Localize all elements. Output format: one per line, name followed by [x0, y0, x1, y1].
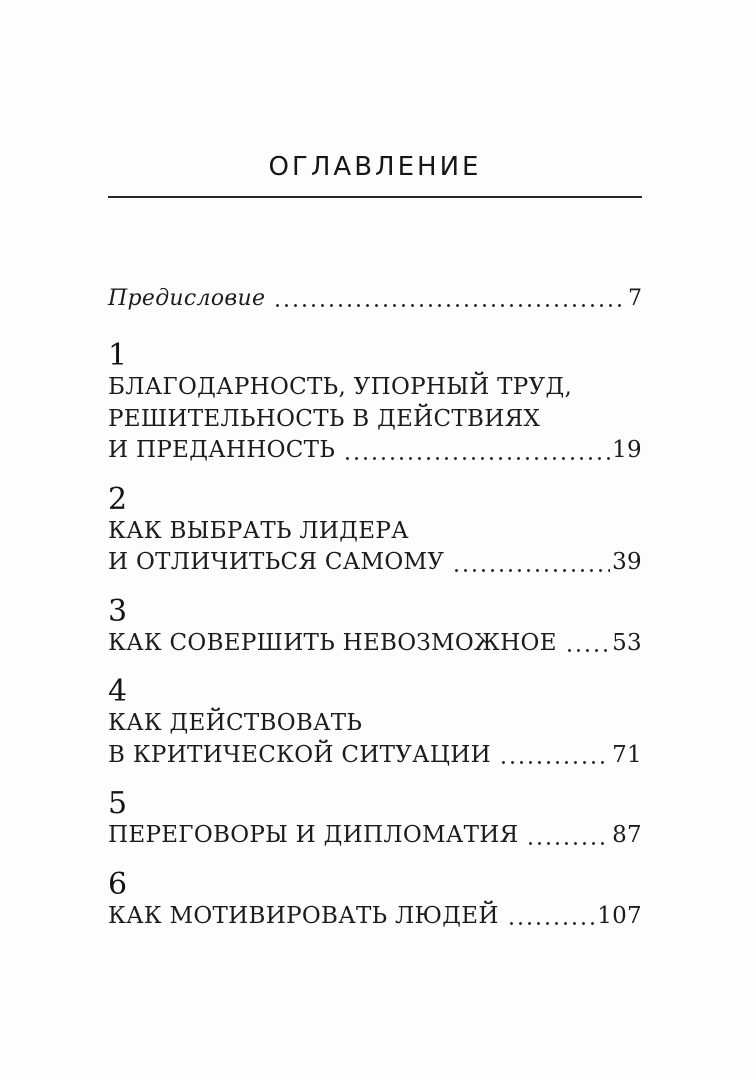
chapter-title-line: РЕШИТЕЛЬНОСТЬ В ДЕЙСТВИЯХ	[108, 405, 541, 432]
chapter-title-last-line	[108, 547, 642, 579]
chapter-title-last-line	[108, 820, 642, 852]
chapter-title-last-line	[108, 901, 642, 933]
dot-leader	[565, 648, 610, 653]
toc-entry-chapter-3	[108, 593, 642, 660]
chapter-title-text: КАК МОТИВИРОВАТЬ ЛЮДЕЙ	[108, 902, 499, 929]
page-title: ОГЛАВЛЕНИЕ	[268, 152, 482, 182]
toc-entry-chapter-1	[108, 340, 642, 467]
toc-entry-chapter-2	[108, 481, 642, 579]
chapter-title-text: И ОТЛИЧИТЬСЯ САМОМУ	[108, 549, 445, 575]
chapter-number: 6	[108, 866, 128, 902]
chapter-title-line: КАК ДЕЙСТВОВАТЬ	[108, 710, 363, 736]
chapter-number: 4	[108, 674, 128, 709]
chapter-title-text: И ПРЕДАННОСТЬ	[108, 437, 336, 463]
chapter-page-number: 53	[612, 629, 642, 656]
toc-entry-chapter-5	[108, 788, 642, 852]
chapter-page-number: 19	[612, 437, 642, 463]
chapter-title-last-line	[108, 740, 642, 772]
chapter-title-text: В КРИТИЧЕСКОЙ СИТУАЦИИ	[108, 741, 491, 768]
chapter-title-line: КАК ВЫБРАТЬ ЛИДЕРА	[108, 517, 409, 544]
toc-entry-chapter-6	[108, 866, 642, 933]
chapter-page-number: 107	[597, 902, 642, 929]
chapter-number: 5	[108, 786, 128, 821]
dot-leader	[526, 841, 610, 846]
chapter-title-last-line	[108, 628, 642, 660]
chapter-title-text: ПЕРЕГОВОРЫ И ДИПЛОМАТИЯ	[108, 822, 519, 848]
dot-leader	[499, 760, 610, 765]
chapter-number: 1	[108, 338, 128, 373]
toc-entry-chapter-4	[108, 676, 642, 771]
dot-leader	[273, 303, 622, 308]
chapter-page-number: 71	[612, 741, 642, 768]
title-divider-rule	[108, 196, 642, 198]
dot-leader	[343, 456, 610, 461]
chapter-title-text: КАК СОВЕРШИТЬ НЕВОЗМОЖНОЕ	[108, 629, 557, 656]
chapter-title-line: БЛАГОДАРНОСТЬ, УПОРНЫЙ ТРУД,	[108, 374, 573, 400]
chapter-page-number: 87	[612, 822, 642, 848]
toc-preface-page-number: 7	[628, 286, 642, 311]
chapter-title-last-line	[108, 435, 642, 467]
dot-leader	[452, 568, 610, 573]
chapter-number: 2	[108, 481, 128, 517]
toc-entry-preface	[108, 284, 642, 314]
toc-preface-label: Предисловие	[108, 286, 266, 311]
chapter-page-number: 39	[612, 549, 642, 575]
chapter-number: 3	[108, 593, 128, 629]
dot-leader	[507, 921, 596, 926]
toc-list	[108, 284, 642, 932]
